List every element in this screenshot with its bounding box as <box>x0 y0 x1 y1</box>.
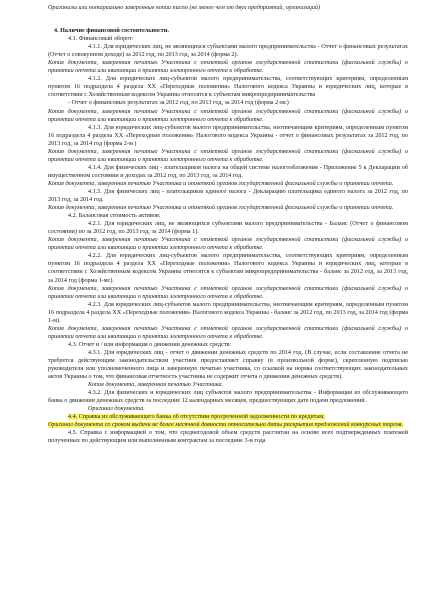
attestation-note-b411: 4.1. Финансовый оборот: <box>68 36 134 43</box>
attestation-note-c4113: Копия документа, заверенная печатью Участника с отметкой органов государственной статистики (фискальной службы) о принятии отчета или квитанции о принятии электронного отчета к обработке. <box>48 148 408 163</box>
attestation-note-b431: 4.3.1. Для юридических лиц - отчет о движении денежных средств по 2014 год. (В случае, если составление отчета не требуется действующим законодательством участник предоставляет справку (в произвольной форме), скрепленную подписью руководителя или уполномоченного лица и заверенную печатью участника, со ссылкой на нормы соответствующих законодательных актов Украины о том, что финансовая отчетность участника не содержит отчета о движении денежных средств). <box>48 349 408 381</box>
attestation-note-c432: Оригинал документа. <box>88 406 145 413</box>
attestation-note-c44 <box>48 421 408 429</box>
attestation-note-b4115: 4.1.5. Для физических лиц - плательщиков единого налога - Декларацию плательщика единого налога за 2012 год, по 2013 год, за 2014 год. <box>48 188 408 204</box>
attestation-note-b4114: 4.1.4. Для физических лиц - плательщиков налога на общей системе налогообложения - Приложение 5 к Декларации об имущественном состоянии и доходах за 2012 год, по 2013 год, за 2014 год. <box>48 164 408 179</box>
attestation-note-b4112b: - Отчет о финансовых результатах за 2012 год, по 2013 год, за 2014 год (форма 2-мс) <box>68 100 289 107</box>
attestation-note-c422: Копия документа, заверенная печатью Участника с отметкой органов государственной статистики (фискальной службы) о принятии отчета или квитанции о принятии электронного отчета к обработке. <box>48 285 408 300</box>
attestation-note-b45: 4.5. Справка с информацией о том, что среднегодовой объем средств рассчитан на основе всех подтвержденных платежей полученных по действующим или выполненным контрактам за последние 3-и года <box>48 430 408 445</box>
section-body <box>48 35 408 445</box>
attestation-note-b4113: 4.1.3. Для юридических лиц-субъектов малого предпринимательства, неотвечающим критериям, определенным пунктом 16 подраздела 4 раздела XX «Переходные положения» Налогового кодекса Украины - отчет о финансовых результатах за 2012 год, по 2013 год, за 2014 год (форма 2-м ) <box>48 124 408 147</box>
top-note: Оригиналы или нотариально заверенные копии писем (не менее чем от двух предприятий, организаций) <box>48 5 321 11</box>
attestation-note-b432: 4.3.2. Для физических и юридических лиц субъектов малого предпринимательства - Информация из обслуживающего банка о движении денежных средств за последние 12 календарных месяцев, предшествующих дате подачи предложений. <box>48 390 408 405</box>
attestation-note-c4111: Копия документа, заверенная печатью Участника с отметкой органов государственной статистики (фискальной службы) о принятии отчета или квитанции о принятии электронного отчета к обработке. <box>48 60 408 75</box>
attestation-note-b42: 4.2. Балансовая стоимость активов: <box>68 213 161 220</box>
attestation-note-b422: 4.2.2. Для юридических лиц-субъектов малого предпринимательства, соответствующих критериям, определенным пунктом 16 подраздела 4 раздела XX «Переходные положения» Налогового кодекса Украины и юридических лиц, которые в соответствии с Хозяйственным кодексом Украины относятся к субъектам микропредпринимательства - баланс за 2012 год, за 2013 год, за 2014 год (форма 1-мс). <box>48 253 408 284</box>
attestation-note-c4114: Копия документа, заверенная печатью Участника и отметкой органов государственной фискальной службы о принятии отчета. <box>48 180 394 187</box>
attestation-note-c431: Копия документа, заверенная печатью Участника. <box>88 382 224 389</box>
attestation-note-b4112: 4.1.2. Для юридических лиц-субъектов малого предпринимательства, соответствующих критериям, определенным пунктом 16 подраздела 4 раздела XX «Переходные положения» Налогового кодекса Украины и юридических лиц, которые в соответствии с Хозяйственным кодексом Украины относятся к субъектам микропредпринимательства <box>48 76 408 99</box>
highlighted-text: 4.4. Справка из обслуживающего банка об отсутствии просроченной задолженности по кредитам. <box>68 414 325 421</box>
attestation-note-b44 <box>48 413 408 421</box>
attestation-note-c4112: Копия документа, заверенная печатью Участника с отметкой органов государственной статистики (фискальной службы) о принятии отчета или квитанции о принятии электронного отчета к обработке. <box>48 108 408 123</box>
attestation-note-b423: 4.2.3. Для юридических лиц-субъектов малого предпринимательства, неотвечающим критериям, определенным пунктом 16 подраздела 4 раздела XX «Переходные положения» Налогового кодекса Украины - баланс за 2012 год, по 2013 год, за 2014 год (форма 1-м). <box>48 301 408 324</box>
section-heading: 4. Наличие финансовой состоятельности. <box>54 28 169 35</box>
attestation-note-c421: Копия документа, заверенная печатью Участника с отметкой органов государственной статистики (фискальной службы) о принятии отчета или квитанции о принятии электронного отчета к обработке. <box>48 237 408 252</box>
attestation-note-b4111: 4.1.1. Для юридических лиц, не являющихся субъектами малого предпринимательства - Отчет о финансовых результатах (Отчет о совокупном доходе) за 2012 год, по 2013 год, за 2014 (форма 2). <box>48 44 408 59</box>
attestation-note-b421: 4.2.1. Для юридических лиц, не являющихся субъектами малого предпринимательства - Баланс (Отчет о финансовом состоянии) по за 2012 год, по 2013 год, за 2014 (форма 1). <box>48 221 408 236</box>
attestation-note-c423: Копия документа, заверенная печатью Участника с отметкой органов государственной статистики (фискальной службы) о принятии отчета или квитанции о принятии электронного отчета к обработке. <box>48 325 408 340</box>
attestation-note-c4115: Копия документа, заверенная печатью Участника и отметкой органов государственной фискальной службы о принятии отчета. <box>48 205 394 212</box>
attestation-note-b43: 4.3. Отчет и / или информация о движении денежных средств: <box>68 341 232 348</box>
highlighted-text: Оригинал документа со сроком выдачи не более месячной давности относительно даты раскрытия предложений конкурсных торгов. <box>48 422 403 429</box>
